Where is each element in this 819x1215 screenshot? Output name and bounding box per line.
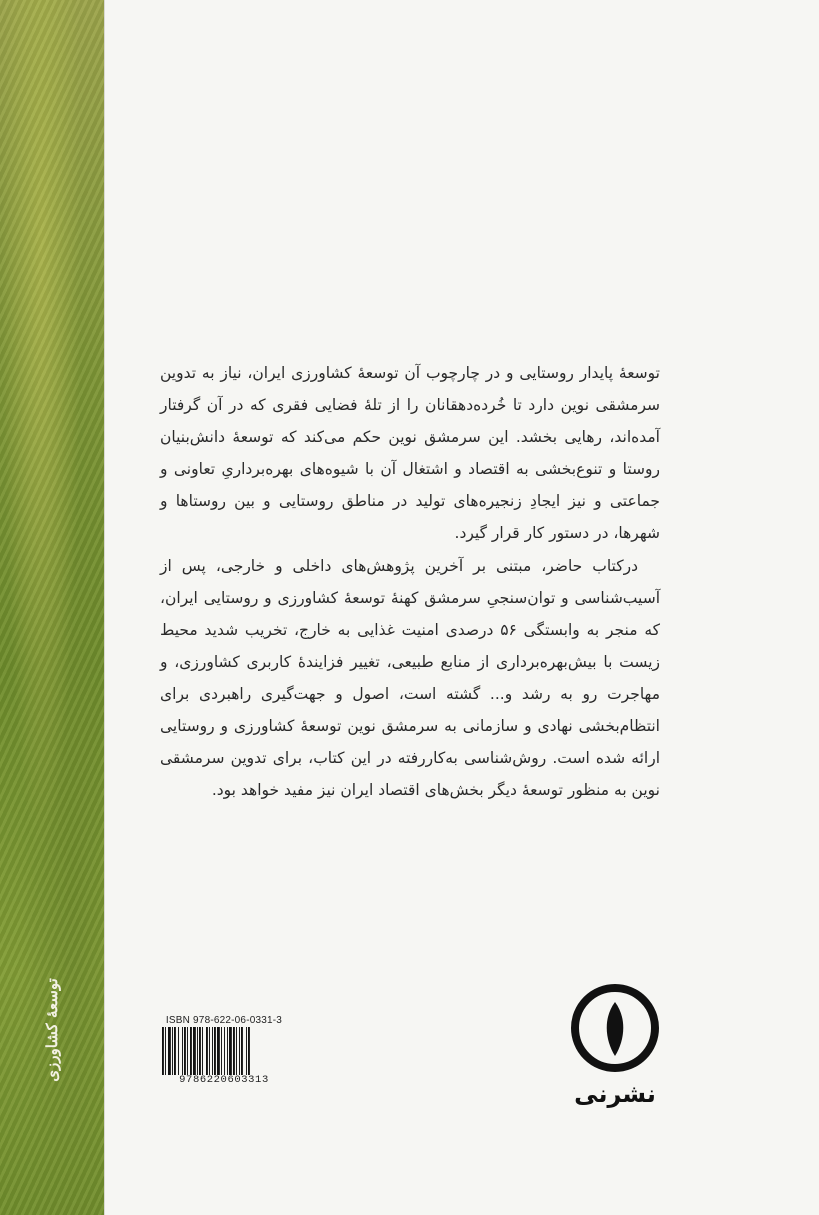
- isbn-label: ISBN 978-622-06-0331-3: [165, 1015, 283, 1026]
- barcode-number: 9786220603313: [179, 1074, 269, 1086]
- book-spine: [0, 0, 105, 1215]
- publisher-emblem-icon: [567, 980, 663, 1076]
- barcode-bars: [160, 1027, 288, 1075]
- spine-title: توسعهٔ کشاورزی: [43, 978, 61, 1082]
- publisher-logo: [565, 980, 665, 1108]
- blurb-text: [160, 357, 660, 806]
- publisher-name: نشرنی: [574, 1080, 656, 1108]
- blurb-paragraph-1: توسعهٔ پایدار روستایی و در چارچوب آن توسعهٔ کشاورزی ایران، نیاز به تدوین سرمشقی نوین دارد تا خُرده‌دهقانان را از تلهٔ فضایی فقری که در آن گرفتار آمده‌اند، رهایی بخشد. این سرمشق نوین حکم می‌کند که توسعهٔ دانش‌بنیان روستا و تنوع‌بخشی به اقتصاد و اشتغال آن با شیوه‌های بهره‌برداریِ تعاونی و جماعتی و نیز ایجادِ زنجیره‌های تولید در مناطق روستایی و بین روستاها و شهرها، در دستور کار قرار گیرد.: [160, 364, 660, 543]
- isbn-barcode: [160, 1015, 288, 1086]
- blurb-paragraph-2: درکتاب حاضر، مبتنی بر آخرین پژوهش‌های داخلی و خارجی، پس از آسیب‌شناسی و توان‌سنجیِ سرمشق کهنهٔ توسعهٔ کشاورزی و روستایی ایران، که منجر به وابستگی ۵۶ درصدی امنیت غذایی به خارج، تخریب شدید محیط زیست با بیش‌بهره‌برداری از منابع طبیعی، تغییر فزایندهٔ کاربری کشاورزی، و مهاجرت رو به رشد و... گشته است، اصول و جهت‌گیری راهبردی برای انتظام‌بخشی نهادی و سازمانی به سرمشق نوین توسعهٔ کشاورزی و روستایی ارائه شده است. روش‌شناسی به‌کاررفته در این کتاب، برای تدوین سرمشقی نوین به منظور توسعهٔ دیگر بخش‌های اقتصاد ایران نیز مفید خواهد بود.: [160, 556, 661, 800]
